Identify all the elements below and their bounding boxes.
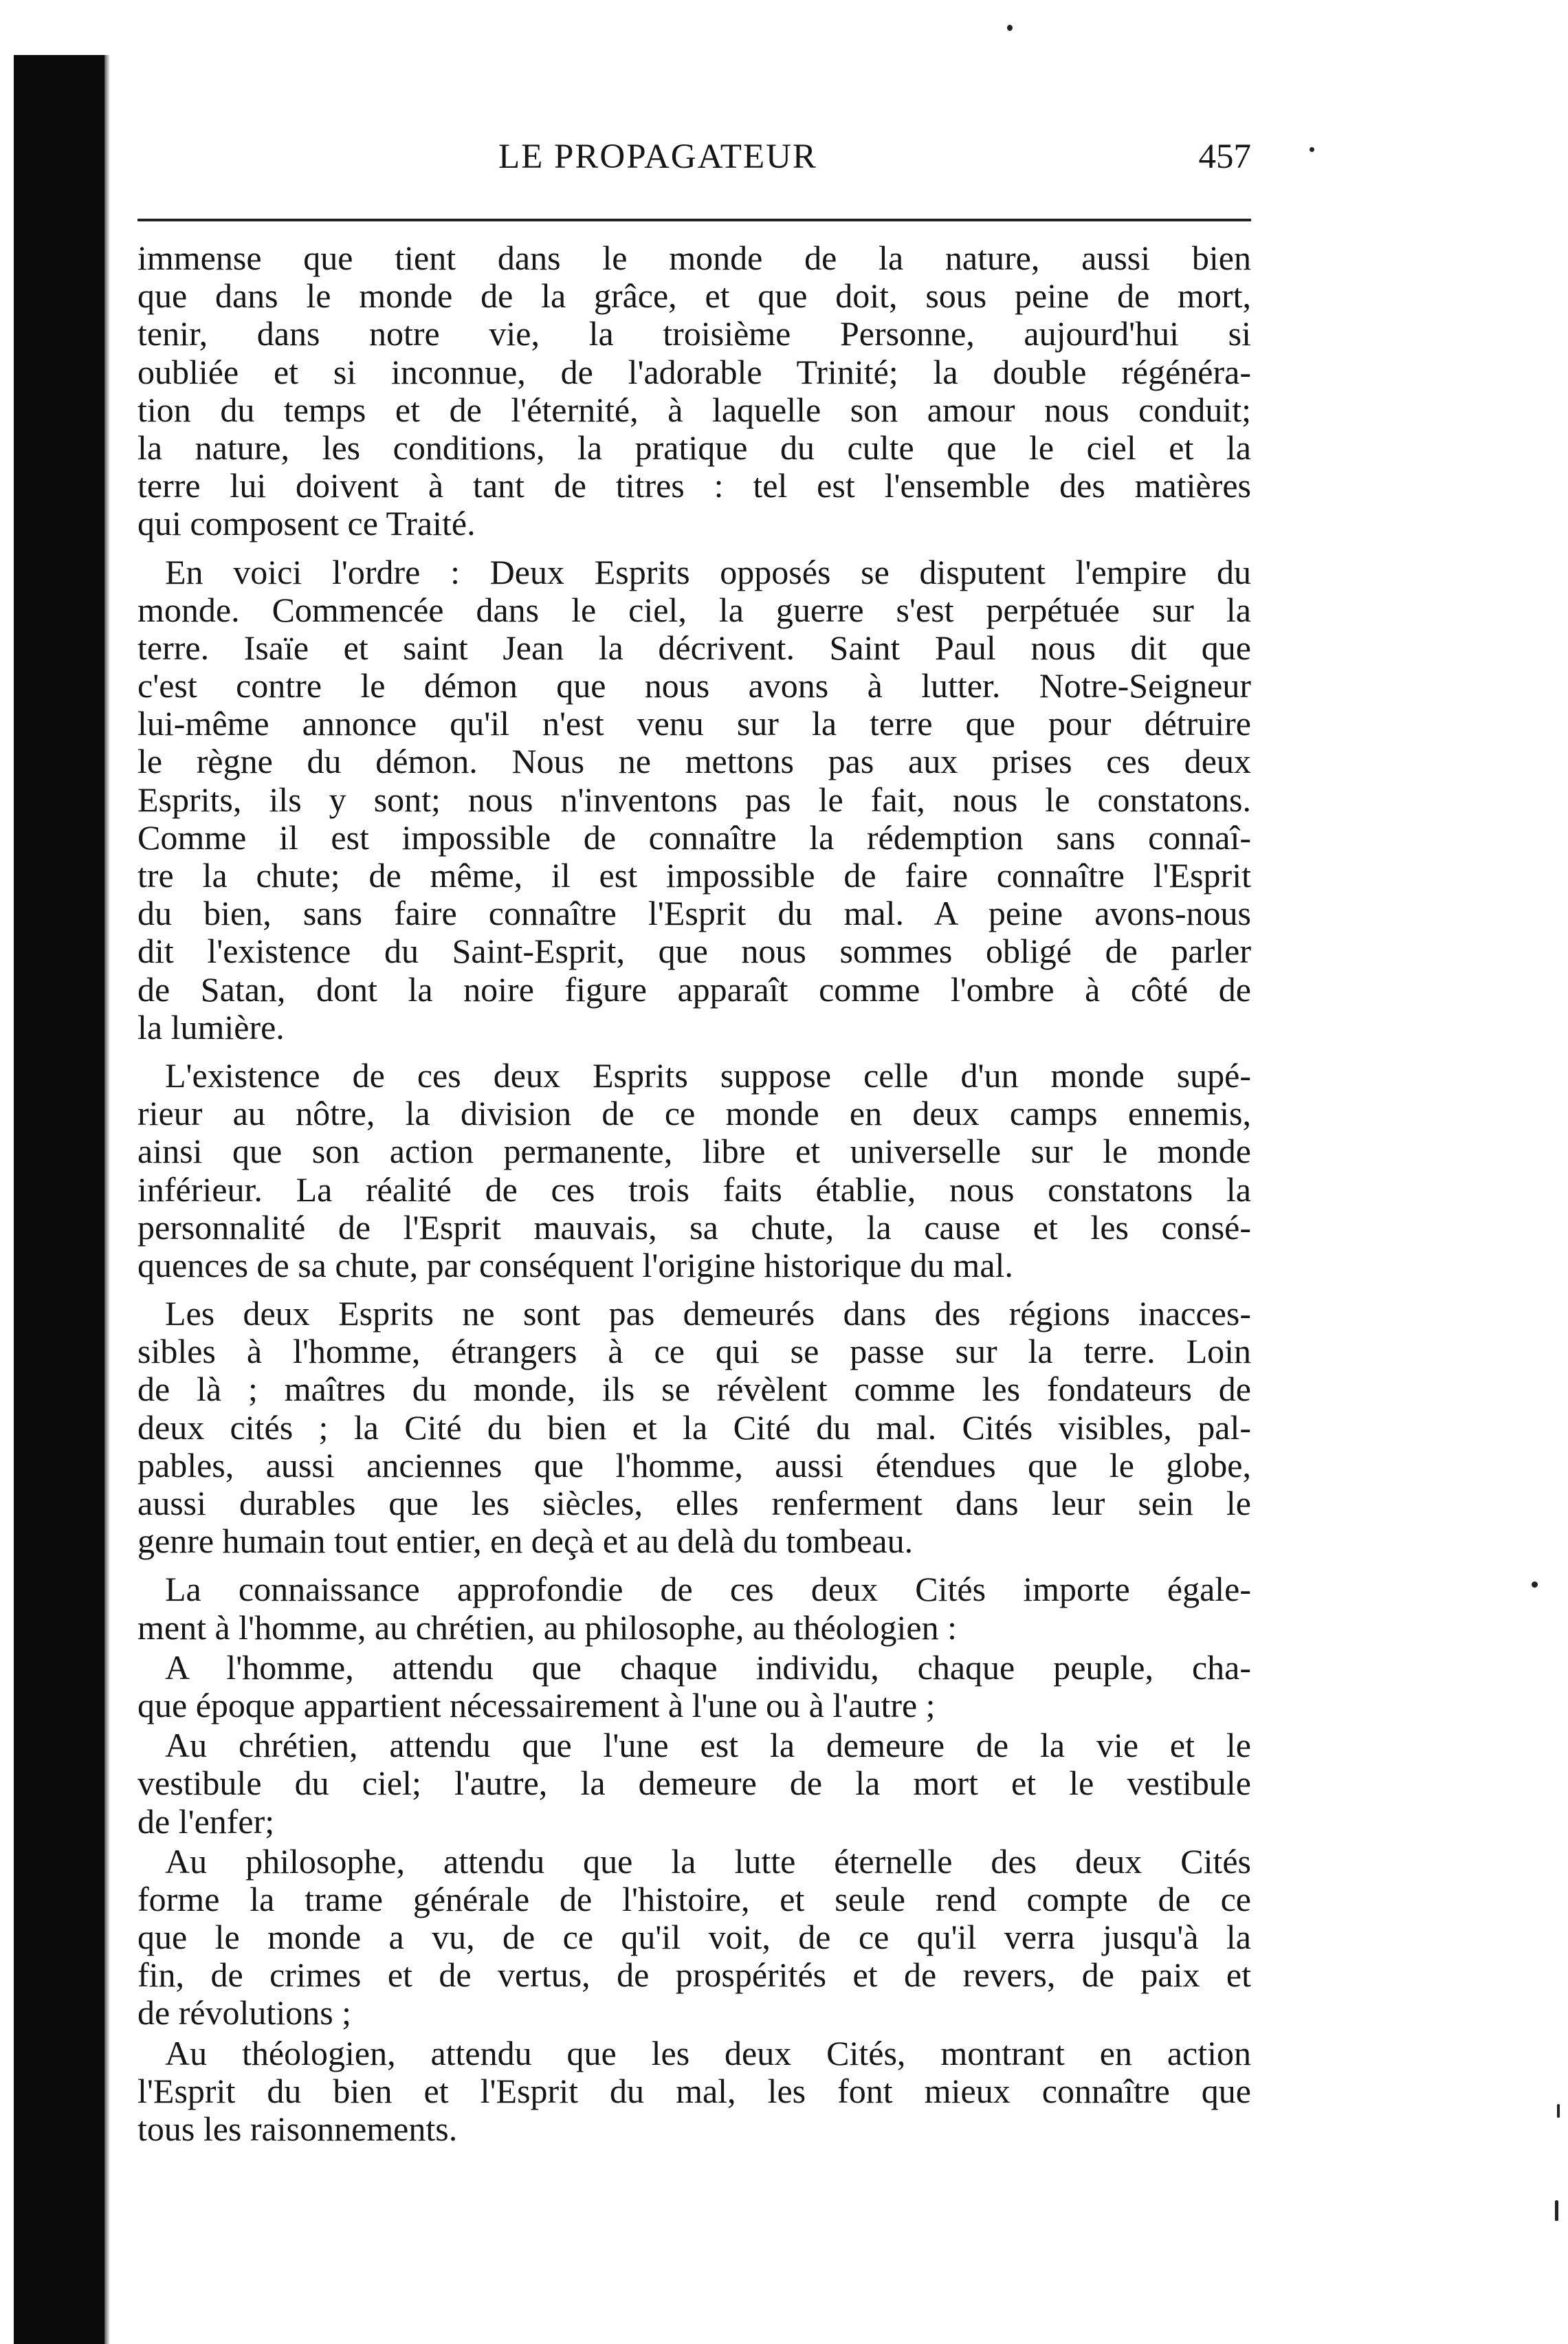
text-line: pables, aussi anciennes que l'homme, aussi étendues que le globe, <box>137 1446 1251 1485</box>
paragraph <box>137 1649 1251 1724</box>
text-line: genre humain tout entier, en deçà et au delà du tombeau. <box>137 1522 914 1561</box>
text-line: inférieur. La réalité de ces trois faits établie, nous constatons la <box>137 1170 1251 1209</box>
text-line: terre. Isaïe et saint Jean la décrivent. Saint Paul nous dit que <box>137 628 1251 667</box>
paragraph <box>137 2035 1251 2149</box>
paragraph <box>137 1057 1251 1284</box>
text-line: immense que tient dans le monde de la nature, aussi bien <box>137 239 1251 277</box>
text-line: qui composent ce Traité. <box>137 504 476 543</box>
text-line: ainsi que son action permanente, libre et universelle sur le monde <box>137 1132 1251 1171</box>
header-rule <box>137 219 1251 221</box>
paragraph-gap <box>137 1284 1251 1295</box>
text-line: En voici l'ordre : Deux Esprits opposés se disputent l'empire du <box>165 553 1251 591</box>
text-line: aussi durables que les siècles, elles renferment dans leur sein le <box>137 1485 1251 1522</box>
paragraph-gap <box>137 543 1251 554</box>
text-line: ment à l'homme, au chrétien, au philosophe, au théologien : <box>137 1608 958 1647</box>
text-line: fin, de crimes et de vertus, de prospérités et de revers, de paix et <box>137 1956 1251 1995</box>
running-head <box>137 135 1251 179</box>
binding-edge-shadow <box>14 55 104 2344</box>
text-line: tion du temps et de l'éternité, à laquelle son amour nous conduit; <box>137 391 1251 429</box>
text-line: Esprits, ils y sont; nous n'inventons pas le fait, nous le constatons. <box>137 780 1251 819</box>
text-line: de Satan, dont la noire figure apparaît comme l'ombre à côté de <box>137 970 1251 1009</box>
text-line: Au chrétien, attendu que l'une est la demeure de la vie et le <box>165 1727 1251 1765</box>
text-line: que le monde a vu, de ce qu'il voit, de ce qu'il verra jusqu'à la <box>137 1918 1251 1957</box>
text-line: tous les raisonnements. <box>137 2110 458 2148</box>
text-line: que dans le monde de la grâce, et que doit, sous peine de mort, <box>137 277 1251 316</box>
text-line: que époque appartient nécessairement à l'une ou à l'autre ; <box>137 1685 936 1724</box>
text-line: La connaissance approfondie de ces deux Cités importe égale- <box>165 1570 1251 1609</box>
ink-speck <box>1007 25 1013 31</box>
text-line: rieur au nôtre, la division de ce monde en deux camps ennemis, <box>137 1095 1251 1133</box>
text-line: Au théologien, attendu que les deux Cités, montrant en action <box>165 2034 1251 2072</box>
page-number: 457 <box>1198 138 1251 176</box>
text-line: c'est contre le démon que nous avons à lutter. Notre-Seigneur <box>137 667 1251 705</box>
text-line: L'existence de ces deux Esprits suppose celle d'un monde supé- <box>165 1056 1251 1095</box>
text-line: l'Esprit du bien et l'Esprit du mal, les font mieux connaître que <box>137 2072 1251 2110</box>
body-text <box>137 239 1251 2148</box>
text-line: du bien, sans faire connaître l'Esprit du mal. A peine avons-nous <box>137 895 1251 933</box>
ink-speck <box>1555 2200 1558 2221</box>
text-line: personnalité de l'Esprit mauvais, sa chute, la cause et les consé- <box>137 1208 1251 1247</box>
text-line: vestibule du ciel; l'autre, la demeure de la mort et le vestibule <box>137 1764 1251 1803</box>
text-line: A l'homme, attendu que chaque individu, chaque peuple, cha- <box>165 1648 1251 1687</box>
paragraph-gap <box>137 1560 1251 1570</box>
paragraph <box>137 1843 1251 2033</box>
paragraph <box>137 1570 1251 1646</box>
text-line: de là ; maîtres du monde, ils se révèlent comme les fondateurs de <box>137 1370 1251 1409</box>
text-line: oubliée et si inconnue, de l'adorable Trinité; la double régénéra- <box>137 353 1251 391</box>
text-line: tre la chute; de même, il est impossible de faire connaître l'Esprit <box>137 857 1251 895</box>
text-line: Les deux Esprits ne sont pas demeurés dans des régions inacces- <box>165 1295 1251 1333</box>
text-line: le règne du démon. Nous ne mettons pas aux prises ces deux <box>137 743 1251 781</box>
text-line: la nature, les conditions, la pratique du culte que le ciel et la <box>137 428 1251 467</box>
paragraph <box>137 554 1251 1047</box>
text-line: de révolutions ; <box>137 1993 352 2033</box>
paragraph <box>137 1295 1251 1560</box>
text-line: deux cités ; la Cité du bien et la Cité du mal. Cités visibles, pal- <box>137 1408 1251 1447</box>
text-line: terre lui doivent à tant de titres : tel est l'ensemble des matières <box>137 467 1251 505</box>
text-line: Comme il est impossible de connaître la rédemption sans connaî- <box>137 818 1251 857</box>
paragraph <box>137 1727 1251 1841</box>
text-line: quences de sa chute, par conséquent l'origine historique du mal. <box>137 1245 1013 1284</box>
text-line: de l'enfer; <box>137 1801 275 1841</box>
text-line: sibles à l'homme, étrangers à ce qui se passe sur la terre. Loin <box>137 1333 1251 1371</box>
text-line: forme la trame générale de l'histoire, et seule rend compte de ce <box>137 1880 1251 1918</box>
text-line: tenir, dans notre vie, la troisième Personne, aujourd'hui si <box>137 315 1251 353</box>
text-line: lui-même annonce qu'il n'est venu sur la terre que pour détruire <box>137 705 1251 743</box>
text-line: dit l'existence du Saint-Esprit, que nous sommes obligé de parler <box>137 932 1251 971</box>
text-line: monde. Commencée dans le ciel, la guerre s'est perpétuée sur la <box>137 591 1251 629</box>
ink-speck <box>1532 1581 1538 1588</box>
ink-speck <box>1310 147 1314 152</box>
running-title: LE PROPAGATEUR <box>498 138 817 176</box>
ink-speck <box>1557 2104 1560 2118</box>
paragraph-gap <box>137 1047 1251 1057</box>
paragraph <box>137 239 1251 543</box>
text-line: Au philosophe, attendu que la lutte éternelle des deux Cités <box>165 1842 1251 1881</box>
text-line: la lumière. <box>137 1007 285 1047</box>
